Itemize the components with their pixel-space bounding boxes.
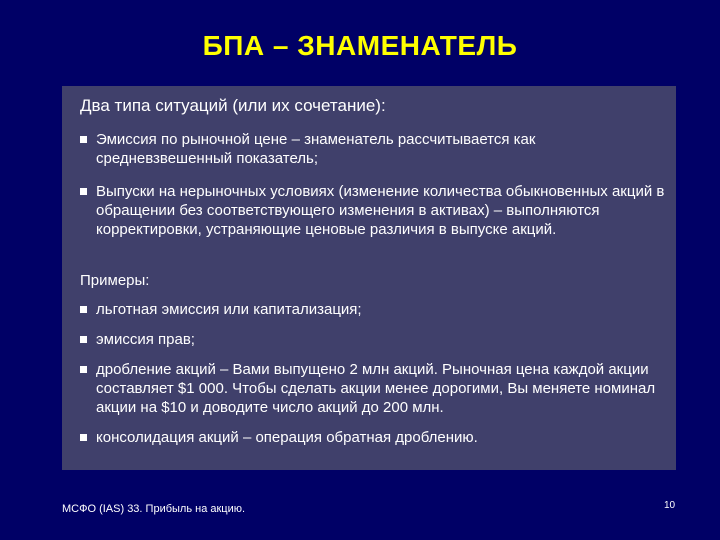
bullet-icon bbox=[80, 136, 87, 143]
list-item bbox=[80, 300, 670, 319]
example-text: льготная эмиссия или капитализация; bbox=[96, 301, 362, 318]
situations-list bbox=[80, 130, 670, 239]
page-number: 10 bbox=[664, 500, 676, 511]
list-item bbox=[80, 360, 670, 417]
list-item bbox=[80, 182, 670, 239]
example-text: эмиссия прав; bbox=[96, 331, 195, 348]
list-item bbox=[80, 330, 670, 349]
bullet-icon bbox=[80, 336, 87, 343]
footer-text: МСФО (IAS) 33. Прибыль на акцию. bbox=[62, 503, 246, 515]
bullet-icon bbox=[80, 188, 87, 195]
slide-title: БПА – ЗНАМЕНАТЕЛЬ bbox=[202, 30, 518, 61]
examples-heading: Примеры: bbox=[80, 272, 150, 289]
bullet-icon bbox=[80, 434, 87, 441]
examples-list bbox=[80, 300, 670, 447]
list-item bbox=[80, 130, 670, 168]
situation-text: Выпуски на нерыночных условиях (изменение количества обыкновенных акций в обращении без соответствующего изменения в активах) – выполняются корректировки, устраняющие ценовые различия в выпуске акций. bbox=[96, 183, 665, 238]
intro-text: Два типа ситуаций (или их сочетание): bbox=[80, 96, 386, 115]
example-text: дробление акций – Вами выпущено 2 млн акций. Рыночная цена каждой акции составляет $1 000. Чтобы сделать акции менее дорогими, Вы меняете номинал акции на $10 и доводите число акций до 200 млн. bbox=[96, 361, 656, 416]
bullet-icon bbox=[80, 366, 87, 373]
example-text: консолидация акций – операция обратная дроблению. bbox=[96, 429, 478, 446]
list-item bbox=[80, 428, 670, 447]
bullet-icon bbox=[80, 306, 87, 313]
situation-text: Эмиссия по рыночной цене – знаменатель рассчитывается как средневзвешенный показатель; bbox=[96, 131, 536, 167]
